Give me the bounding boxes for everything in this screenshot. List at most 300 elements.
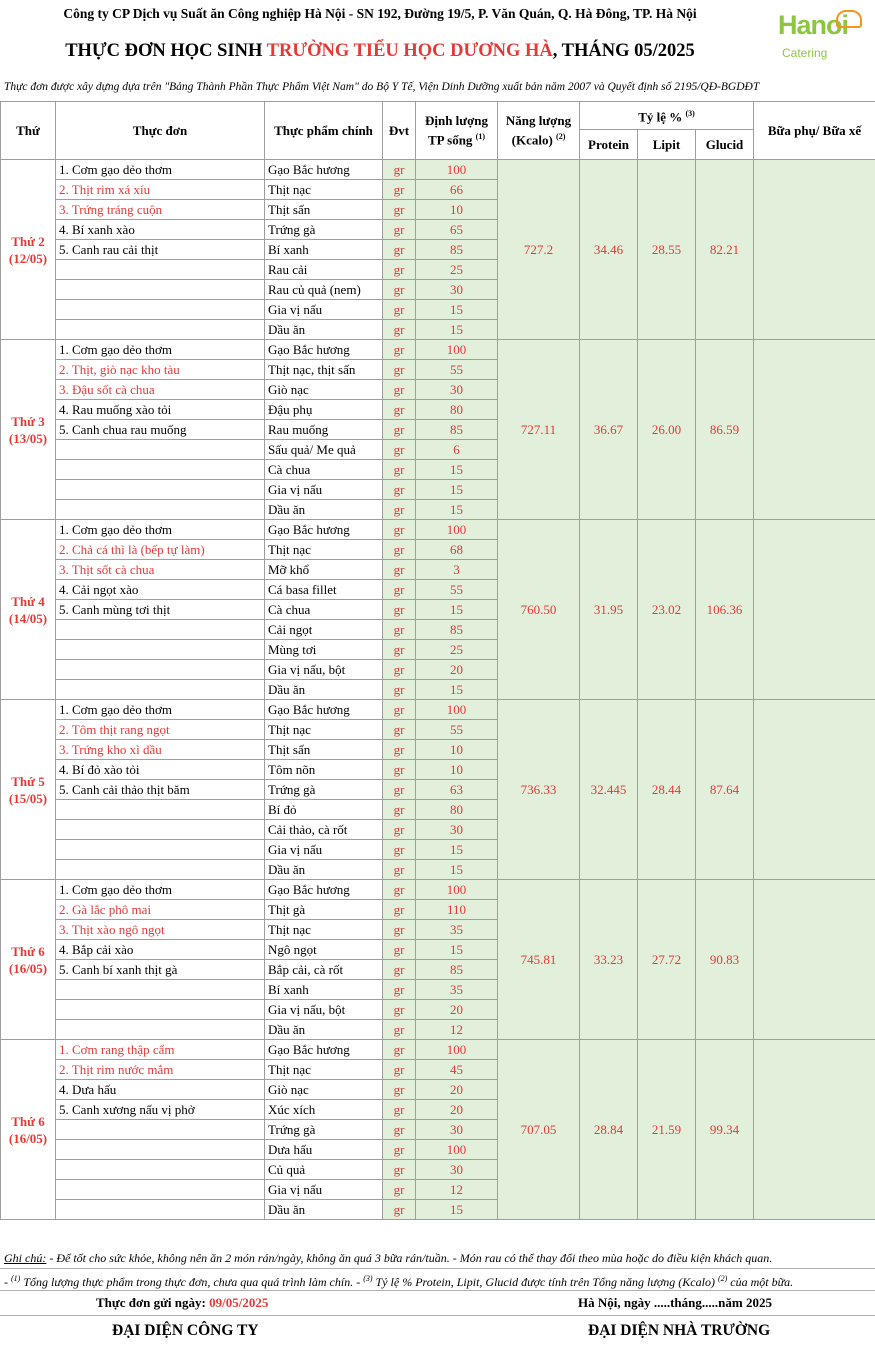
dish-cell: 2. Gà lắc phô mai — [56, 900, 265, 920]
glucid-cell: 99.34 — [696, 1040, 754, 1220]
unit-cell: gr — [383, 960, 416, 980]
dish-cell — [56, 260, 265, 280]
day-label: Thứ 6 — [11, 943, 45, 959]
table-row — [1, 340, 875, 360]
qty-cell: 80 — [416, 400, 498, 420]
ingredient-cell: Dầu ăn — [265, 1200, 383, 1220]
unit-cell: gr — [383, 1100, 416, 1120]
qty-cell: 85 — [416, 240, 498, 260]
snack-cell — [754, 520, 875, 700]
qty-cell: 20 — [416, 1000, 498, 1020]
ingredient-cell: Thịt nạc — [265, 720, 383, 740]
ingredient-cell: Dầu ăn — [265, 1020, 383, 1040]
day-cell — [1, 340, 56, 520]
qty-cell: 10 — [416, 740, 498, 760]
ingredient-cell: Bắp cải, cà rốt — [265, 960, 383, 980]
dish-cell — [56, 300, 265, 320]
unit-cell: gr — [383, 940, 416, 960]
ingredient-cell: Dưa hấu — [265, 1140, 383, 1160]
qty-cell: 20 — [416, 1100, 498, 1120]
ingredient-cell: Cải ngọt — [265, 620, 383, 640]
dish-cell: 4. Bí đỏ xào tỏi — [56, 760, 265, 780]
unit-cell: gr — [383, 880, 416, 900]
col-ratio-sup: (3) — [685, 108, 695, 118]
fn2-b: Tổng lượng thực phẩm trong thực đơn, chưa qua quá trình làm chín. - — [20, 1275, 364, 1289]
unit-cell: gr — [383, 460, 416, 480]
dish-cell: 3. Đậu sốt cà chua — [56, 380, 265, 400]
title-prefix: THỰC ĐƠN HỌC SINH — [65, 41, 267, 61]
col-energy-sup: (2) — [556, 131, 566, 141]
dish-cell — [56, 980, 265, 1000]
page-title — [0, 36, 760, 66]
col-qty — [416, 102, 498, 160]
ingredient-cell: Thịt nạc — [265, 1060, 383, 1080]
ingredient-cell: Bí đỏ — [265, 800, 383, 820]
school-representative: ĐẠI DIỆN NHÀ TRƯỜNG — [588, 1322, 771, 1339]
qty-cell: 15 — [416, 460, 498, 480]
source-note: Thực đơn được xây dựng dựa trên "Bảng Thành Phần Thực Phẩm Việt Nam" do Bộ Y Tế, Viện Dinh Dưỡng xuất bản năm 2007 và Quyết định số 2195/QĐ-BGDĐT — [4, 81, 760, 93]
qty-cell: 80 — [416, 800, 498, 820]
footnote-label: Ghi chú: — [4, 1251, 47, 1265]
dish-cell — [56, 1020, 265, 1040]
unit-cell: gr — [383, 360, 416, 380]
unit-cell: gr — [383, 1180, 416, 1200]
unit-cell: gr — [383, 700, 416, 720]
qty-cell: 100 — [416, 520, 498, 540]
qty-cell: 55 — [416, 720, 498, 740]
col-glucid: Glucid — [696, 130, 754, 160]
unit-cell: gr — [383, 1140, 416, 1160]
qty-cell: 30 — [416, 280, 498, 300]
dish-cell: 2. Chả cá thì là (bếp tự làm) — [56, 540, 265, 560]
day-date: (13/05) — [8, 430, 48, 446]
snack-cell — [754, 1040, 875, 1220]
dish-cell — [56, 480, 265, 500]
unit-cell: gr — [383, 980, 416, 1000]
unit-cell: gr — [383, 400, 416, 420]
unit-cell: gr — [383, 560, 416, 580]
ingredient-cell: Dầu ăn — [265, 860, 383, 880]
unit-cell: gr — [383, 180, 416, 200]
day-date: (15/05) — [8, 790, 48, 806]
dish-cell: 3. Thịt xào ngô ngọt — [56, 920, 265, 940]
ingredient-cell: Cà chua — [265, 460, 383, 480]
ingredient-cell: Dầu ăn — [265, 500, 383, 520]
dish-cell: 4. Bắp cải xào — [56, 940, 265, 960]
fn2-sup1: (1) — [11, 1274, 21, 1283]
qty-cell: 3 — [416, 560, 498, 580]
dish-cell: 2. Tôm thịt rang ngọt — [56, 720, 265, 740]
ingredient-cell: Tôm nõn — [265, 760, 383, 780]
dish-cell — [56, 500, 265, 520]
qty-cell: 15 — [416, 320, 498, 340]
ingredient-cell: Thịt nạc — [265, 540, 383, 560]
dish-cell — [56, 1180, 265, 1200]
qty-cell: 100 — [416, 700, 498, 720]
qty-cell: 15 — [416, 480, 498, 500]
dish-cell: 1. Cơm gạo dẻo thơm — [56, 700, 265, 720]
energy-cell: 760.50 — [498, 520, 580, 700]
company-header: Công ty CP Dịch vụ Suất ăn Công nghiệp Hà Nội - SN 192, Đường 19/5, P. Văn Quán, Q. Hà Đông, TP. Hà Nội — [63, 6, 697, 21]
qty-cell: 15 — [416, 860, 498, 880]
ingredient-cell: Thịt nạc — [265, 920, 383, 940]
energy-cell: 745.81 — [498, 880, 580, 1040]
dish-cell: 4. Dưa hấu — [56, 1080, 265, 1100]
col-qty-sup: (1) — [475, 131, 485, 141]
col-qty-label: Định lượng TP sống — [424, 112, 489, 148]
unit-cell: gr — [383, 500, 416, 520]
dish-cell: 1. Cơm gạo dẻo thơm — [56, 340, 265, 360]
ingredient-cell: Cải thảo, cà rốt — [265, 820, 383, 840]
dish-cell: 1. Cơm gạo dẻo thơm — [56, 160, 265, 180]
unit-cell: gr — [383, 340, 416, 360]
unit-cell: gr — [383, 760, 416, 780]
unit-cell: gr — [383, 920, 416, 940]
dish-cell — [56, 800, 265, 820]
title-suffix: , THÁNG 05/2025 — [552, 41, 695, 61]
sent-date: 09/05/2025 — [209, 1295, 269, 1310]
unit-cell: gr — [383, 640, 416, 660]
ingredient-cell: Xúc xích — [265, 1100, 383, 1120]
title-school: TRƯỜNG TIỂU HỌC DƯƠNG HÀ — [266, 41, 553, 61]
dish-cell: 5. Canh bí xanh thịt gà — [56, 960, 265, 980]
dish-cell — [56, 840, 265, 860]
unit-cell: gr — [383, 1020, 416, 1040]
dish-cell: 5. Canh xương nấu vị phở — [56, 1100, 265, 1120]
unit-cell: gr — [383, 480, 416, 500]
qty-cell: 10 — [416, 760, 498, 780]
ingredient-cell: Gạo Bắc hương — [265, 160, 383, 180]
table-row — [1, 1040, 875, 1060]
unit-cell: gr — [383, 300, 416, 320]
unit-cell: gr — [383, 540, 416, 560]
dish-cell: 1. Cơm gạo dẻo thơm — [56, 520, 265, 540]
day-cell — [1, 160, 56, 340]
unit-cell: gr — [383, 780, 416, 800]
qty-cell: 30 — [416, 1160, 498, 1180]
ingredient-cell: Củ quả — [265, 1160, 383, 1180]
qty-cell: 55 — [416, 360, 498, 380]
unit-cell: gr — [383, 200, 416, 220]
unit-cell: gr — [383, 1200, 416, 1220]
qty-cell: 15 — [416, 500, 498, 520]
qty-cell: 20 — [416, 1080, 498, 1100]
qty-cell: 110 — [416, 900, 498, 920]
qty-cell: 65 — [416, 220, 498, 240]
unit-cell: gr — [383, 600, 416, 620]
lipit-cell: 28.44 — [638, 700, 696, 880]
unit-cell: gr — [383, 840, 416, 860]
unit-cell: gr — [383, 620, 416, 640]
fn2-d: của một bữa. — [727, 1275, 794, 1289]
dish-cell: 4. Bí xanh xào — [56, 220, 265, 240]
protein-cell: 34.46 — [580, 160, 638, 340]
day-cell — [1, 700, 56, 880]
unit-cell: gr — [383, 900, 416, 920]
day-date: (16/05) — [8, 960, 48, 976]
qty-cell: 30 — [416, 1120, 498, 1140]
ingredient-cell: Thịt sấn — [265, 740, 383, 760]
table-row — [1, 520, 875, 540]
col-ingredient: Thực phẩm chính — [265, 102, 383, 160]
dish-cell: 5. Canh mùng tơi thịt — [56, 600, 265, 620]
ingredient-cell: Rau củ quả (nem) — [265, 280, 383, 300]
ingredient-cell: Gạo Bắc hương — [265, 700, 383, 720]
unit-cell: gr — [383, 1080, 416, 1100]
qty-cell: 100 — [416, 1140, 498, 1160]
protein-cell: 32.445 — [580, 700, 638, 880]
lipit-cell: 21.59 — [638, 1040, 696, 1220]
ingredient-cell: Trứng gà — [265, 1120, 383, 1140]
dish-cell: 1. Cơm gạo dẻo thơm — [56, 880, 265, 900]
dish-cell — [56, 680, 265, 700]
unit-cell: gr — [383, 860, 416, 880]
qty-cell: 20 — [416, 660, 498, 680]
ingredient-cell: Gia vị nấu — [265, 300, 383, 320]
dish-cell: 5. Canh chua rau muống — [56, 420, 265, 440]
fn2-a: - — [4, 1275, 11, 1289]
dish-cell: 2. Thịt, giò nạc kho tàu — [56, 360, 265, 380]
day-label: Thứ 4 — [11, 593, 45, 609]
unit-cell: gr — [383, 520, 416, 540]
qty-cell: 100 — [416, 880, 498, 900]
unit-cell: gr — [383, 1120, 416, 1140]
col-snack: Bữa phụ/ Bữa xế — [754, 102, 875, 160]
dish-cell — [56, 660, 265, 680]
col-ratio-label: Tỷ lệ % — [638, 109, 683, 125]
qty-cell: 15 — [416, 940, 498, 960]
unit-cell: gr — [383, 740, 416, 760]
qty-cell: 66 — [416, 180, 498, 200]
dish-cell: 2. Thịt rim nước mắm — [56, 1060, 265, 1080]
ingredient-cell: Sấu quả/ Me quả — [265, 440, 383, 460]
glucid-cell: 90.83 — [696, 880, 754, 1040]
ingredient-cell: Ngô ngọt — [265, 940, 383, 960]
qty-cell: 30 — [416, 380, 498, 400]
day-cell — [1, 520, 56, 700]
unit-cell: gr — [383, 580, 416, 600]
glucid-cell: 87.64 — [696, 700, 754, 880]
ingredient-cell: Thịt nạc, thịt sấn — [265, 360, 383, 380]
energy-cell: 736.33 — [498, 700, 580, 880]
footnote-2 — [4, 1269, 872, 1288]
dish-cell — [56, 640, 265, 660]
col-protein: Protein — [580, 130, 638, 160]
dish-cell — [56, 460, 265, 480]
ingredient-cell: Đậu phụ — [265, 400, 383, 420]
unit-cell: gr — [383, 720, 416, 740]
qty-cell: 15 — [416, 1200, 498, 1220]
unit-cell: gr — [383, 440, 416, 460]
qty-cell: 10 — [416, 200, 498, 220]
footnote-1-text: - Để tốt cho sức khỏe, không nên ăn 2 món rán/ngày, không ăn quá 3 bữa rán/tuần. - Món rau có thể thay đổi theo mùa hoặc do điều kiện khách quan. — [46, 1251, 773, 1265]
lipit-cell: 26.00 — [638, 340, 696, 520]
protein-cell: 36.67 — [580, 340, 638, 520]
qty-cell: 45 — [416, 1060, 498, 1080]
qty-cell: 85 — [416, 420, 498, 440]
dish-cell — [56, 860, 265, 880]
qty-cell: 25 — [416, 260, 498, 280]
dish-cell: 1. Cơm rang thập cẩm — [56, 1040, 265, 1060]
energy-cell: 727.2 — [498, 160, 580, 340]
ingredient-cell: Thịt gà — [265, 900, 383, 920]
qty-cell: 85 — [416, 960, 498, 980]
ingredient-cell: Gia vị nấu, bột — [265, 660, 383, 680]
chef-hat-icon — [836, 10, 862, 28]
dish-cell: 3. Trứng tráng cuộn — [56, 200, 265, 220]
ingredient-cell: Gạo Bắc hương — [265, 880, 383, 900]
unit-cell: gr — [383, 800, 416, 820]
qty-cell: 63 — [416, 780, 498, 800]
dish-cell — [56, 1160, 265, 1180]
dish-cell — [56, 620, 265, 640]
ingredient-cell: Gia vị nấu, bột — [265, 1000, 383, 1020]
dish-cell: 3. Thịt sốt cà chua — [56, 560, 265, 580]
ingredient-cell: Trứng gà — [265, 220, 383, 240]
table-row — [1, 880, 875, 900]
dish-cell: 2. Thịt rim xá xíu — [56, 180, 265, 200]
lipit-cell: 27.72 — [638, 880, 696, 1040]
ingredient-cell: Gạo Bắc hương — [265, 1040, 383, 1060]
logo-sub-text: Catering — [782, 46, 828, 60]
qty-cell: 85 — [416, 620, 498, 640]
unit-cell: gr — [383, 1040, 416, 1060]
col-ratio — [580, 102, 754, 130]
dish-cell: 5. Canh rau cải thịt — [56, 240, 265, 260]
sent-date-line — [96, 1294, 268, 1312]
dish-cell: 4. Rau muống xào tỏi — [56, 400, 265, 420]
place-date: Hà Nội, ngày .....tháng.....năm 2025 — [578, 1295, 772, 1310]
protein-cell: 31.95 — [580, 520, 638, 700]
qty-cell: 100 — [416, 1040, 498, 1060]
dish-cell: 4. Cải ngọt xào — [56, 580, 265, 600]
dish-cell — [56, 280, 265, 300]
unit-cell: gr — [383, 280, 416, 300]
glucid-cell: 106.36 — [696, 520, 754, 700]
snack-cell — [754, 160, 875, 340]
day-label: Thứ 2 — [11, 233, 45, 249]
col-energy — [498, 102, 580, 160]
footer-divider — [0, 1290, 875, 1291]
qty-cell: 68 — [416, 540, 498, 560]
unit-cell: gr — [383, 420, 416, 440]
ingredient-cell: Dầu ăn — [265, 680, 383, 700]
ingredient-cell: Mùng tơi — [265, 640, 383, 660]
qty-cell: 100 — [416, 160, 498, 180]
qty-cell: 100 — [416, 340, 498, 360]
table-row — [1, 700, 875, 720]
ingredient-cell: Gia vị nấu — [265, 480, 383, 500]
ingredient-cell: Rau cải — [265, 260, 383, 280]
ingredient-cell: Bí xanh — [265, 240, 383, 260]
glucid-cell: 82.21 — [696, 160, 754, 340]
unit-cell: gr — [383, 240, 416, 260]
unit-cell: gr — [383, 660, 416, 680]
protein-cell: 28.84 — [580, 1040, 638, 1220]
unit-cell: gr — [383, 1000, 416, 1020]
footer-divider — [0, 1315, 875, 1316]
unit-cell: gr — [383, 160, 416, 180]
fn2-sup3: (3) — [363, 1274, 373, 1283]
ingredient-cell: Gạo Bắc hương — [265, 520, 383, 540]
day-label: Thứ 6 — [11, 1113, 45, 1129]
day-label: Thứ 3 — [11, 413, 45, 429]
qty-cell: 35 — [416, 920, 498, 940]
qty-cell: 15 — [416, 840, 498, 860]
qty-cell: 55 — [416, 580, 498, 600]
day-cell — [1, 1040, 56, 1220]
snack-cell — [754, 880, 875, 1040]
ingredient-cell: Rau muống — [265, 420, 383, 440]
ingredient-cell: Giò nạc — [265, 380, 383, 400]
col-day: Thứ — [1, 102, 56, 160]
dish-cell — [56, 320, 265, 340]
logo-main-text: Hanoi — [778, 10, 849, 40]
ingredient-cell: Bí xanh — [265, 980, 383, 1000]
qty-cell: 6 — [416, 440, 498, 460]
dish-cell: 3. Trứng kho xì dầu — [56, 740, 265, 760]
day-date: (16/05) — [8, 1130, 48, 1146]
ingredient-cell: Dầu ăn — [265, 320, 383, 340]
lipit-cell: 23.02 — [638, 520, 696, 700]
unit-cell: gr — [383, 820, 416, 840]
unit-cell: gr — [383, 220, 416, 240]
dish-cell — [56, 1140, 265, 1160]
menu-table — [0, 101, 875, 1220]
ingredient-cell: Mỡ khổ — [265, 560, 383, 580]
ingredient-cell: Thịt nạc — [265, 180, 383, 200]
ingredient-cell: Trứng gà — [265, 780, 383, 800]
dish-cell: 5. Canh cải thảo thịt băm — [56, 780, 265, 800]
dish-cell — [56, 820, 265, 840]
unit-cell: gr — [383, 320, 416, 340]
fn2-sup2: (2) — [717, 1274, 728, 1283]
col-lipit: Lipit — [638, 130, 696, 160]
unit-cell: gr — [383, 1160, 416, 1180]
dish-cell — [56, 1120, 265, 1140]
ingredient-cell: Cà chua — [265, 600, 383, 620]
day-cell — [1, 880, 56, 1040]
day-date: (14/05) — [8, 610, 48, 626]
table-row — [1, 160, 875, 180]
qty-cell: 30 — [416, 820, 498, 840]
qty-cell: 15 — [416, 680, 498, 700]
day-date: (12/05) — [8, 250, 48, 266]
unit-cell: gr — [383, 260, 416, 280]
qty-cell: 25 — [416, 640, 498, 660]
ingredient-cell: Gạo Bắc hương — [265, 340, 383, 360]
col-unit: Đvt — [383, 102, 416, 160]
dish-cell — [56, 440, 265, 460]
snack-cell — [754, 700, 875, 880]
fn2-c: Tỷ lệ % Protein, Lipit, Glucid được tính trên Tổng năng lượng (Kcalo) — [372, 1275, 718, 1289]
qty-cell: 12 — [416, 1020, 498, 1040]
unit-cell: gr — [383, 1060, 416, 1080]
protein-cell: 33.23 — [580, 880, 638, 1040]
ingredient-cell: Gia vị nấu — [265, 1180, 383, 1200]
qty-cell: 15 — [416, 300, 498, 320]
ingredient-cell: Gia vị nấu — [265, 840, 383, 860]
ingredient-cell: Cá basa fillet — [265, 580, 383, 600]
snack-cell — [754, 340, 875, 520]
col-energy-label: Năng lượng (Kcalo) — [505, 112, 572, 148]
company-representative: ĐẠI DIỆN CÔNG TY — [112, 1322, 259, 1339]
energy-cell: 707.05 — [498, 1040, 580, 1220]
ingredient-cell: Giò nạc — [265, 1080, 383, 1100]
qty-cell: 15 — [416, 600, 498, 620]
energy-cell: 727.11 — [498, 340, 580, 520]
dish-cell — [56, 1000, 265, 1020]
